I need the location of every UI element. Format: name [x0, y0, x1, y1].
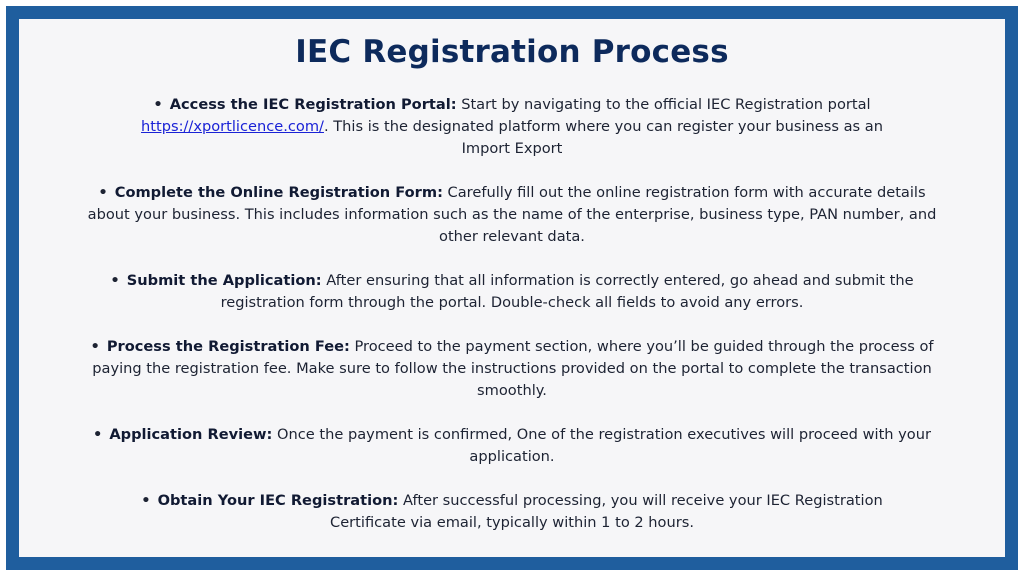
- bullet-icon: •: [141, 492, 151, 509]
- step-label: Process the Registration Fee:: [106, 338, 350, 355]
- steps-list: [19, 94, 1005, 534]
- step-text: . This is the designated platform where you can register your business as an Import Export: [323, 118, 883, 157]
- slide-frame: [6, 6, 1018, 570]
- bullet-icon: •: [98, 184, 108, 201]
- bullet-icon: •: [90, 338, 100, 355]
- step-item-complete-form: [87, 182, 937, 248]
- step-label: Obtain Your IEC Registration:: [157, 492, 399, 509]
- step-item-obtain-registration: [122, 490, 902, 534]
- step-text: Carefully fill out the online registration form with accurate details about your business. This includes information such as the name of the enterprise, business type, PAN number, and other relevant data.: [87, 184, 937, 245]
- bullet-icon: •: [153, 96, 163, 113]
- step-label: Complete the Online Registration Form:: [114, 184, 443, 201]
- step-label: Submit the Application:: [126, 272, 322, 289]
- bullet-icon: •: [93, 426, 103, 443]
- step-text: After ensuring that all information is correctly entered, go ahead and submit the registration form through the portal. Double-check all fields to avoid any errors.: [220, 272, 914, 311]
- step-text: After successful processing, you will receive your IEC Registration Certificate via email, typically within 1 to 2 hours.: [330, 492, 883, 531]
- slide-title: IEC Registration Process: [295, 34, 729, 70]
- step-label: Access the IEC Registration Portal:: [169, 96, 457, 113]
- step-item-application-review: [92, 424, 932, 468]
- portal-link[interactable]: https://xportlicence.com/: [141, 118, 324, 135]
- step-text: Proceed to the payment section, where you’ll be guided through the process of paying the registration fee. Make sure to follow the instructions provided on the portal to complete the transaction smoothly.: [92, 338, 934, 399]
- bullet-icon: •: [110, 272, 120, 289]
- step-item-submit-application: [92, 270, 932, 314]
- step-item-registration-fee: [82, 336, 942, 402]
- step-label: Application Review:: [109, 426, 273, 443]
- step-text: Once the payment is confirmed, One of the registration executives will proceed with your application.: [272, 426, 931, 465]
- step-text: Start by navigating to the official IEC Registration portal: [456, 96, 871, 113]
- step-item-access-portal: [117, 94, 907, 160]
